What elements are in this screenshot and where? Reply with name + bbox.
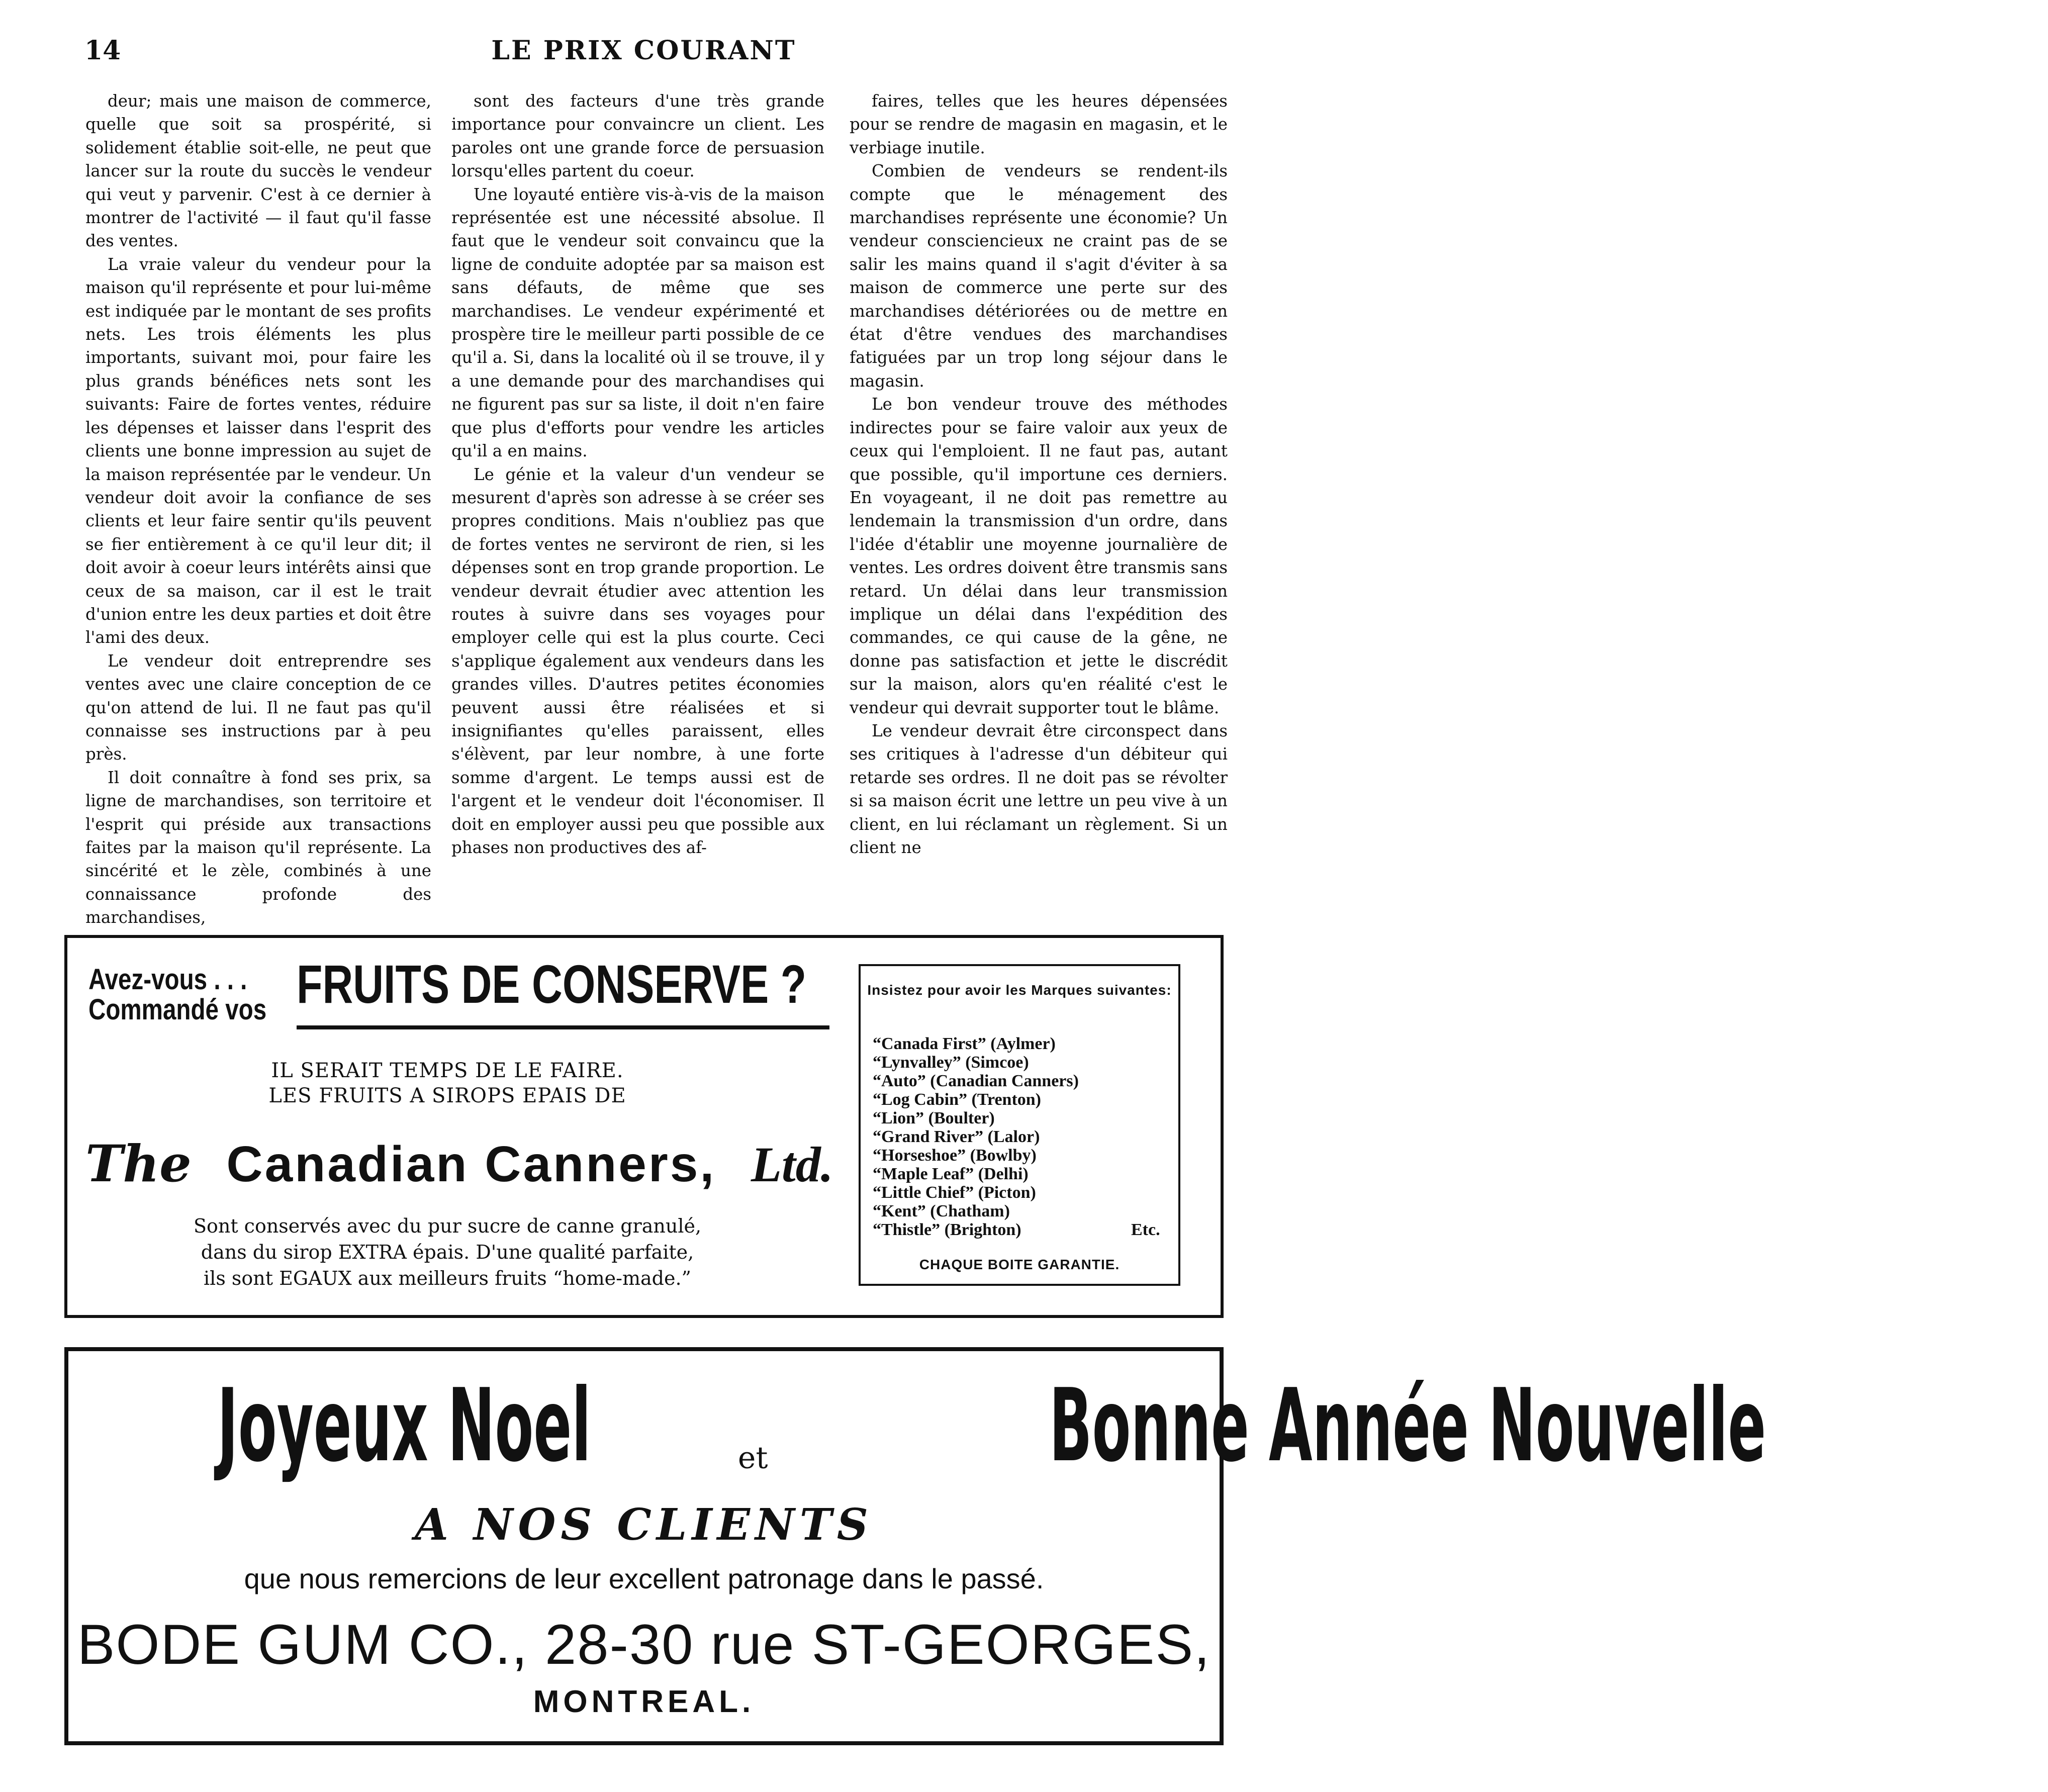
brand-item: “Kent” (Chatham)	[873, 1202, 1010, 1220]
ad-company-name	[85, 1134, 833, 1193]
company-the: The	[85, 1134, 192, 1193]
paragraph: deur; mais une maison de commerce, quelle que soit sa prospérité, si solidement établie soit-elle, ne peut que lancer sur la route du succès le vendeur qui veut y parvenir. C'est à ce dernier à montrer de l'activité — il faut qu'il fasse des ventes.	[85, 91, 431, 251]
ad-city: MONTREAL.	[533, 1684, 755, 1719]
article-column-1	[85, 89, 431, 927]
greeting-et: et	[737, 1440, 768, 1476]
ad-description: dans du sirop EXTRA épais. D'une qualité parfaite,	[201, 1241, 694, 1263]
paragraph: Combien de vendeurs se rendent-ils compte que le ménagement des marchandises représente une économie? Un vendeur consciencieux ne craint pas de se salir les mains quand il s'agit d'éviter à sa maison de commerce une perte sur des marchandises détériorées ou de mettre en état d'être vendues des marchandises fatiguées par un trop long séjour dans le magasin.	[850, 161, 1228, 391]
paragraph: Le vendeur doit entreprendre ses ventes avec une claire conception de ce qu'on attend de lui. Il ne faut pas qu'il connaisse ses instructions par à peu près.	[85, 651, 431, 764]
brand-item: “Grand River” (Lalor)	[873, 1127, 1040, 1146]
ad-line: IL SERAIT TEMPS DE LE FAIRE.	[271, 1059, 624, 1082]
paragraph: Le génie et la valeur d'un vendeur se mesurent d'après son adresse à se créer ses propres conditions. Mais n'oubliez pas que de fortes ventes ne serviront de rien, si les dépenses sont en trop grande proportion. Le vendeur devrait étudier avec attention les routes à suivre dans ses voyages pour employer celle qui est la plus courte. Ceci s'applique également aux vendeurs dans les grandes villes. D'autres petites économies peuvent aussi être réalisées et si insignifiantes qu'elles paraissent, elles s'élèvent, par leur nombre, à une forte somme d'argent. Le temps aussi est de l'argent et le vendeur doit l'économiser. Il doit en employer aussi peu que possible aux phases non productives des af-	[451, 464, 824, 857]
article-column-2	[451, 89, 824, 914]
brand-item: “Log Cabin” (Trenton)	[873, 1090, 1042, 1109]
brand-item: “Maple Leaf” (Delhi)	[873, 1165, 1029, 1183]
ad-headline: FRUITS DE CONSERVE ?	[297, 954, 807, 1014]
ad-line: LES FRUITS A SIROPS EPAIS DE	[268, 1084, 626, 1107]
ad-commande-vos: Commandé vos	[88, 993, 267, 1026]
paragraph: sont des facteurs d'une très grande importance pour convaincre un client. Les paroles ont une grande force de persuasion lorsqu'elles partent du coeur.	[451, 91, 824, 181]
brand-item: “Horseshoe” (Bowlby)	[873, 1146, 1037, 1165]
article-column-3	[850, 89, 1228, 914]
brands-title: Insistez pour avoir les Marques suivantes:	[867, 982, 1172, 998]
brands-list	[873, 1034, 1172, 1239]
brands-etc: Etc.	[1131, 1220, 1160, 1239]
brand-item: “Auto” (Canadian Canners)	[873, 1072, 1079, 1090]
paragraph: Une loyauté entière vis-à-vis de la maison représentée est une nécessité absolue. Il faut que le vendeur soit convaincu que la ligne de conduite adoptée par sa maison est sans défauts, de même que ses marchandises. Le vendeur expérimenté et prospère tire le meilleur parti possible de ce qu'il a. Si, dans la localité où il se trouve, il y a une demande pour des marchandises qui ne figurent pas sur sa liste, il doit n'en faire que plus d'efforts pour vendre les articles qu'il a en mains.	[451, 184, 824, 461]
company-main: Canadian Canners,	[226, 1136, 716, 1192]
brand-item: “Lynvalley” (Simcoe)	[873, 1053, 1029, 1072]
greeting-joyeux-noel: Joyeux Noel	[217, 1367, 591, 1484]
ad-headline-rule	[297, 1025, 829, 1029]
paragraph: La vraie valeur du vendeur pour la maison qu'il représente et pour lui-même est indiquée par le montant de ses profits nets. Les trois éléments les plus importants, suivant moi, pour faire les plus grands bénéfices nets sont les suivants: Faire de fortes ventes, réduire les dépenses et laisser dans l'esprit des clients une bonne impression au sujet de la maison représentée par le vendeur. Un vendeur doit avoir la confiance de ses clients et leur faire sentir qu'ils peuvent se fier entièrement à ce qu'il leur dit; il doit avoir à coeur leurs intérêts ainsi que ceux de sa maison, car il est le trait d'union entre les deux parties et doit être l'ami des deux.	[85, 254, 431, 647]
running-head-title: LE PRIX COURANT	[491, 35, 796, 66]
brand-item: “Little Chief” (Picton)	[873, 1183, 1036, 1202]
ad-address: BODE GUM CO., 28-30 rue ST-GEORGES,	[77, 1613, 1211, 1676]
ad-avez-vous: Avez-vous . . .	[88, 963, 247, 996]
brand-item: “Canada First” (Aylmer)	[873, 1034, 1056, 1053]
ad-greeting	[70, 1367, 1766, 1484]
paragraph: Le vendeur devrait être circonspect dans ses critiques à l'adresse d'un débiteur qui retarde ses ordres. Il ne doit pas se révolter si sa maison écrit une lettre un peu vive à un client, en lui réclamant un règlement. Si un client ne	[850, 721, 1228, 857]
brand-item: “Thistle” (Brighton)	[873, 1220, 1021, 1239]
paragraph: Le bon vendeur trouve des méthodes indirectes pour se faire valoir aux yeux de ceux qui l'emploient. Il ne faut pas, autant que possible, qu'il importune ces derniers. En voyageant, il ne doit pas remettre au lendemain la transmission d'un ordre, dans l'idée d'établir une moyenne journalière de ventes. Les ordres doivent être transmis sans retard. Un délai dans leur transmission implique un délai dans l'expédition des commandes, ce qui cause de la gêne, ne donne pas satisfaction et jette le discrédit sur la maison, alors qu'en réalité c'est le vendeur qui devrait supporter tout le blâme.	[850, 395, 1228, 717]
page-number: 14	[84, 35, 121, 66]
brands-guarantee: CHAQUE BOITE GARANTIE.	[919, 1257, 1120, 1272]
ad-description: ils sont EGAUX aux meilleurs fruits “home-made.”	[204, 1267, 691, 1289]
company-ltd: Ltd.	[751, 1137, 833, 1192]
ad-clients: A NOS CLIENTS	[415, 1499, 873, 1550]
ad-description: Sont conservés avec du pur sucre de canne granulé,	[193, 1215, 702, 1237]
brand-item: “Lion” (Boulter)	[873, 1109, 995, 1127]
paragraph: faires, telles que les heures dépensées pour se rendre de magasin en magasin, et le verbiage inutile.	[850, 91, 1228, 157]
paragraph: Il doit connaître à fond ses prix, sa ligne de marchandises, son territoire et l'esprit qui préside aux transactions faites par la maison qu'il représente. La sincérité et le zèle, combinés à une connaissance profonde des marchandises,	[85, 768, 431, 927]
ad-thanks: que nous remercions de leur excellent patronage dans le passé.	[244, 1563, 1044, 1594]
greeting-bonne-annee: Bonne Année Nouvelle	[1049, 1367, 1766, 1484]
